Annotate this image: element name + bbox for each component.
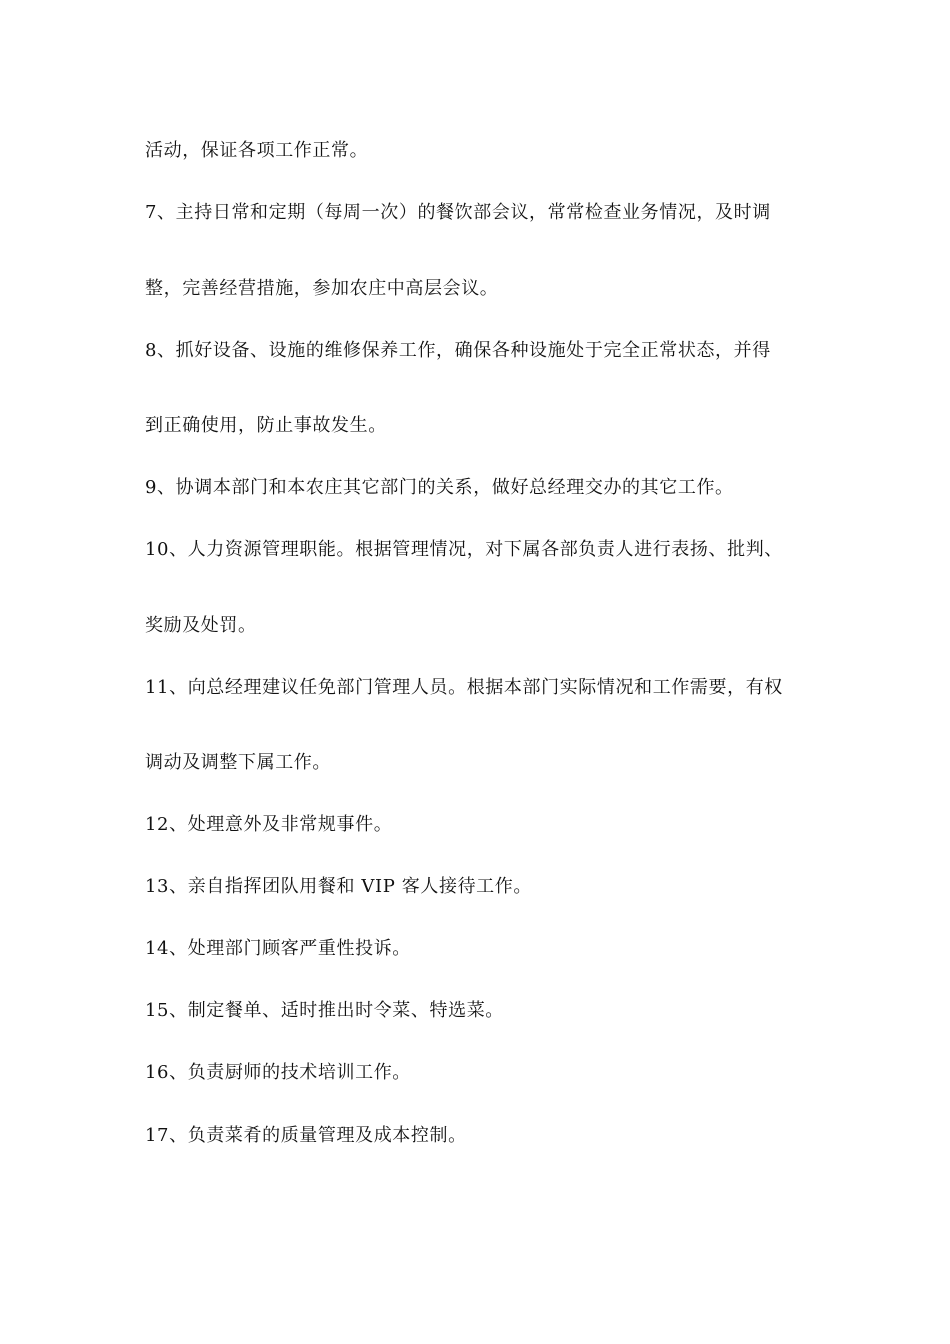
text-line-item-8-cont: 到正确使用，防止事故发生。 [145,415,387,436]
text-line-continuation: 活动，保证各项工作正常。 [145,140,369,161]
text-line-item-9: 9、协调本部门和本农庄其它部门的关系，做好总经理交办的其它工作。 [145,477,734,498]
text-line-item-15: 15、制定餐单、适时推出时令菜、特选菜。 [145,1000,504,1021]
text-line-item-10: 10、人力资源管理职能。根据管理情况，对下属各部负责人进行表扬、批判、 [145,539,783,560]
text-line-item-13: 13、亲自指挥团队用餐和 VIP 客人接待工作。 [145,876,532,897]
text-line-item-17: 17、负责菜肴的质量管理及成本控制。 [145,1125,467,1146]
text-line-item-16: 16、负责厨师的技术培训工作。 [145,1062,411,1083]
text-line-item-10-cont: 奖励及处罚。 [145,615,257,636]
text-line-item-7: 7、主持日常和定期（每周一次）的餐饮部会议，常常检查业务情况，及时调 [145,202,771,223]
text-line-item-8: 8、抓好设备、设施的维修保养工作，确保各种设施处于完全正常状态，并得 [145,340,771,361]
text-line-item-11-cont: 调动及调整下属工作。 [145,752,331,773]
text-line-item-12: 12、处理意外及非常规事件。 [145,814,393,835]
text-line-item-7-cont: 整，完善经营措施，参加农庄中高层会议。 [145,278,499,299]
text-line-item-11: 11、向总经理建议任免部门管理人员。根据本部门实际情况和工作需要，有权 [145,677,783,698]
text-line-item-14: 14、处理部门顾客严重性投诉。 [145,938,411,959]
